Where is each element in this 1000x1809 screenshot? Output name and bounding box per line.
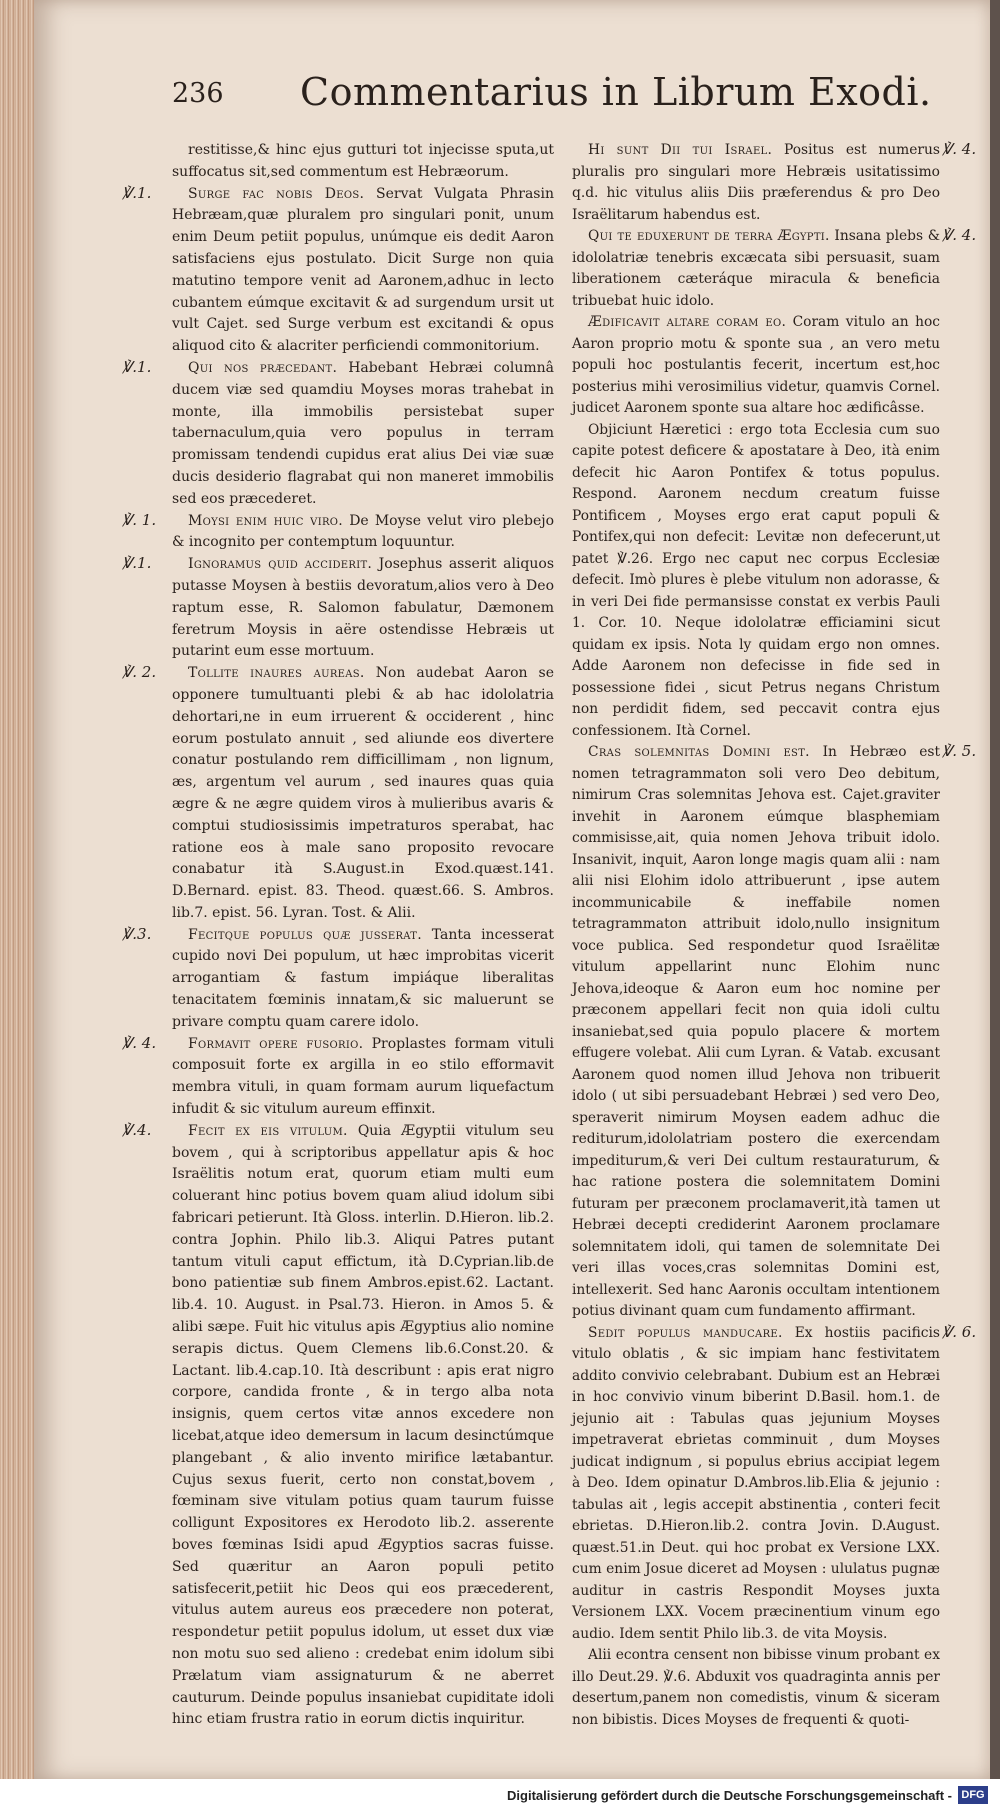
paragraph-text: De Moyse velut viro plebejo & incognito per contemptum loquuntur.: [172, 512, 554, 551]
lemma-heading: Qui te eduxerunt de terra Ægypti.: [588, 228, 830, 244]
verse-marker: ℣. 4.: [122, 1034, 157, 1052]
paragraph-text: Coram vitulo an hoc Aaron proprio motu & sponte sua , an vero metu populi hoc postulantis fecerit, incertum est,hoc posterius mihi verosimilius videtur, quamvis Cornel. judicet Aaronem sponte sua altare hoc ædificâsse.: [572, 314, 940, 416]
book-edge: [0, 0, 34, 1809]
paragraph-body: [572, 1645, 940, 1731]
lemma-heading: Fecitque populus quæ jusserat.: [188, 926, 422, 943]
paragraph: [572, 140, 940, 226]
paragraph-body: [172, 663, 554, 925]
verse-marker: ℣. 5.: [942, 742, 977, 760]
verse-marker: ℣. 6.: [942, 1323, 977, 1341]
paragraph-body: [172, 358, 554, 511]
paragraph-body: [572, 140, 940, 226]
verse-marker: ℣.1.: [122, 184, 152, 202]
paragraph-text: Alii econtra censent non bibisse vinum probant ex illo Deut.29. ℣.6. Abduxit vos quadraginta annis per desertum,panem non comedistis, vinum & siceram non bibistis. Dices Moyses de frequenti & quoti-: [572, 1647, 940, 1728]
paragraph-body: [172, 925, 554, 1034]
paragraph-text: Quia Ægyptii vitulum seu bovem , qui à scriptoribus appellatur apis & hoc Israëlitis notum erat, quorum etiam multi eum coluerant hinc potius bovem quam aliud idolum sibi fabricari petierunt. Ità Gloss. interlin. D.Hieron. lib.2. contra Jophin. Philo lib.3. Aliqui Patres putant tantum vituli caput effictum, ità D.Cyprian.lib.de bono patientiæ sub finem Ambros.epist.62. Lactant. lib.4. 10. August. in Psal.73. Hieron. in Amos 5. & alibi sæpe. Fuit hic vitulus apis Ægyptius alio nomine serapis dictus. Quem Clemens lib.6.Const.20. & Lactant. lib.4.cap.10. Ità describunt : apis erat nigro corpore, candida fronte , & in tergo alba nota insignis, quem certos vitæ annos excedere non licebat,atque ideo demersum in lacum desinctúmque plangebant , & alio invento mirifice lætabantur. Cujus sexus fuerit, certo non constat,bovem , fœminam sive vitulam potius quam taurum fuisse colligunt Expositores ex Herodoto lib.2. asserente boves fœminas Isidi apud Ægyptios sacras fuisse. Sed quæritur an Aaron populi petito satisfecerit,petiit hic Deos qui eos præcederent, vitulus autem aureus eos præcedere non poterat, respondetur petiit populus idolum, ut esset dux viæ non motu suo sed alieno : credebat enim idolum sibi Prælatum viam assignaturum & ne aberret cauturum. Deinde populus insaniebat cupiditate idoli hinc etiam frustra ratio in eorum dictis inquiritur.: [172, 1122, 555, 1728]
running-head: Commentarius in Librum Exodi.: [300, 70, 932, 114]
lemma-heading: Ædificavit altare coram eo.: [588, 314, 787, 330]
digitization-credit: Digitalisierung gefördert durch die Deutsche Forschungsgemeinschaft -: [507, 1788, 952, 1803]
paragraph-body: [172, 140, 554, 184]
verse-marker: ℣.1.: [122, 554, 152, 572]
verse-marker: ℣. 4.: [942, 140, 977, 158]
paragraph: [172, 358, 554, 511]
paragraph-text: restitisse,& hinc ejus gutturi tot injecisse sputa,ut suffocatus sit,sed commentum est Hebræorum.: [172, 142, 554, 180]
paragraph-text: Ex hostiis pacificis vitulo oblatis , & sic impiam hanc festivitatem addito convivio celebrabant. Dubium est an Hebræi in hoc convivio vinum biberint D.Basil. hom.1. de jejunio ait : Tabulas quas jejunium Moyses impetraverat ebrietas comminuit , dum Moyses judicat indignum , si populus ebrius accipiat legem à Deo. Idem opinatur D.Ambros.lib.Elia & jejunio : tabulas ait , legis accepit abstinentia , conteri fecit ebrietas. D.Hieron.lib.2. contra Jovin. D.August. quæst.51.in Deut. qui hoc probat ex Versione LXX. cum enim Josue diceret ad Moysen : ululatus pugnæ auditur in castris Respondit Moyses juxta Versionem LXX. Vocem præcinentium vinum ego audio. Idem sentit Philo lib.3. de vita Moysis.: [572, 1324, 941, 1642]
paragraph-text: Servat Vulgata Phrasin Hebræam,quæ pluralem pro singulari ponit, unum enim Deum petiit populus, unúmque eis dedit Aaron satisfaciens ejus postulato. Dicit Surge non quia matutino tempore venit ad Aaronem,adhuc in lecto cubantem eúmque excitavit & ad surgendum ursit ut vult Cajet. sed Surge verbum est excitandi & opus aliquod cito & alacriter perficiendi commonitorium.: [172, 185, 554, 355]
paragraph: [172, 554, 554, 663]
lemma-heading: Moysi enim huic viro.: [188, 512, 344, 529]
paragraph: [572, 1323, 940, 1646]
lemma-heading: Sedit populus manducare.: [588, 1324, 783, 1341]
lemma-heading: Formavit opere fusorio.: [188, 1035, 364, 1052]
paragraph-body: [172, 184, 554, 358]
lemma-heading: Surge fac nobis Deos.: [188, 185, 365, 202]
paragraph-text: Josephus asserit aliquos putasse Moysen à bestiis devoratum,alios vero à Deo raptum esse, R. Salomon fabulatur, Dæmonem feretrum Moysis in aëre ostendisse Hebræis ut putarint eum esse mortuum.: [172, 556, 555, 660]
paragraph: [172, 925, 554, 1034]
paragraph-body: [172, 511, 554, 555]
paragraph: [572, 742, 940, 1323]
paragraph-text: Tanta incesserat cupido novi Dei populum, ut hæc improbitas vicerit arrogantiam & fastum impiáque liberalitas tenacitatem fœminis innatam,& sic maluerunt se privare comptu quam carere idolo.: [172, 926, 555, 1030]
verse-marker: ℣.4.: [122, 1121, 152, 1139]
dfg-logo: DFG: [958, 1786, 988, 1804]
lemma-heading: Cras solemnitas Domini est.: [588, 744, 810, 760]
page-number: 236: [172, 78, 224, 109]
footer-bar: [0, 1779, 1000, 1809]
verse-marker: ℣.1.: [122, 358, 152, 376]
paragraph-body: [172, 1034, 554, 1121]
lemma-heading: Tollite inaures aureas.: [188, 665, 365, 682]
paragraph-body: [572, 742, 940, 1323]
paragraph: [172, 1034, 554, 1121]
paragraph-body: [172, 554, 554, 663]
lemma-heading: Fecit ex eis vitulum.: [188, 1122, 348, 1139]
paragraph: [172, 663, 554, 925]
paragraph: [572, 312, 940, 420]
paragraph: [172, 1121, 554, 1731]
paragraph-text: Non audebat Aaron se opponere tumultuanti plebi & ab hac idololatria dehortari,ne in eum irruerent & occiderent , hinc eorum postulato annuit , sed aliunde eos divertere conatur postulando rem difficillimam , non lignum, æs, argentum vel aurum , sed inaures quas quia ægre & ne ægre quidem viros à mulieribus avaris & comptui studiosissimis impetraturos sperabat, hac ratione eos à male sano proposito revocare conabatur ità S.August.in Exod.quæst.141. D.Bernard. epist. 83. Theod. quæst.66. S. Ambros. lib.7. epist. 56. Lyran. Tost. & Alii.: [172, 665, 554, 921]
scan-border: [990, 0, 1000, 1809]
paragraph: [572, 420, 940, 743]
paragraph-body: [572, 226, 940, 312]
paragraph-text: Insana plebs & idololatriæ tenebris excæcata sibi persuasit, suam liberationem cæteráque miracula & beneficia tribuebat huic idolo.: [572, 228, 940, 309]
paragraph: [172, 511, 554, 555]
lemma-heading: Qui nos præcedant.: [188, 359, 338, 376]
paragraph: [172, 184, 554, 358]
paragraph-text: Positus est numerus pluralis pro singulari more Hebræis usitatissimo q.d. hic vitulus aliis Diis præferendus & pro Deo Israëlitarum habendus est.: [572, 142, 940, 223]
paragraph-body: [172, 1121, 554, 1731]
paragraph: [572, 1645, 940, 1731]
lemma-heading: Hi sunt Dii tui Israel.: [588, 142, 773, 158]
paragraph-text: Objiciunt Hæretici : ergo tota Ecclesia cum suo capite potest deficere & apostatare à Deo, ità enim defecit hic Aaron Pontifex & totus populus. Respond. Aaronem necdum creatum fuisse Pontificem , Moyses ergo erat caput populi & Pontifex,qui non defecit: Levitæ non defecerunt,ut patet ℣.26. Ergo nec caput nec corpus Ecclesiæ defecit. Imò plures è plebe vitulum non adorasse, & in veri Dei fide permansisse constat ex verbis Pauli 1. Cor. 10. Neque idololatræ efficiamini sicut quidam ex ipsis. Nota ly quidam ergo non omnes. Adde Aaronem non defecisse in fide sed in possessione fidei , sicut Petrus negans Christum non perdidit fidem, sed peccavit contra ejus confessionem. Ità Cornel.: [572, 421, 940, 739]
paragraph: [172, 140, 554, 184]
paragraph-body: [572, 312, 940, 420]
verse-marker: ℣. 4.: [942, 226, 977, 244]
paragraph-text: Habebant Hebræi columnâ ducem viæ sed quamdiu Moyses moras trahebat in monte, illa immobilis persistebat super tabernaculum,quia vero populus in terram promissam tendendi cupidus erat alius Dei viæ suæ ducis desiderio flagrabat qui non maneret immobilis sed eos præcederet.: [172, 359, 554, 507]
right-column: [572, 140, 940, 1731]
paragraph-body: [572, 420, 940, 743]
verse-marker: ℣. 2.: [122, 663, 157, 681]
left-column: [172, 140, 554, 1731]
paragraph: [572, 226, 940, 312]
paragraph-text: In Hebræo est nomen tetragrammaton soli vero Deo debitum, nimirum Cras solemnitas Jehova est. Cajet.graviter invehit in Aaronem eúmque blasphemiam commisisse,ait, quia nomen Jehova tribuit idolo. Insanivit, inquit, Aaron longe magis quam alii : nam alii nisi Elohim idolo attribuerunt , ipse autem incommunicabile & ineffabile nomen tetragrammaton attribuit idolo,nullo insignitum voce publica. Sed respondetur quod Israëlitæ vitulum appellarint nunc Elohim nunc Jehova,ideoque & Aaron eum hoc nomine per præconem appellari fecit non quia idoli cultu insaniebat,sed quia populo placere & mortem effugere volebat. Alii cum Lyran. & Vatab. excusant Aaronem quod nomen illud Jehova non tribuerit idolo ( ut sibi persuadebant Hebræi ) sed vero Deo, speraverit nimirum Moysen eadem adhuc die rediturum,idololatriam postero die exercendam impediturum,& veri Dei cultum restauraturum, & hac ratione postera die solemnitatem Domini futuram per præconem proclamaverit,ità tamen ut Hebræi decepti crediderint Aaronem proclamare solemnitatem idoli, qui tamen de solemnitate Dei veri illas voces,cras solemnitas Domini est, intellexerit. Sed hanc Aaronis occultam intentionem potius divinant quam cum fundamento affirmant.: [572, 744, 941, 1319]
verse-marker: ℣.3.: [122, 925, 152, 943]
paragraph-text: Proplastes formam vituli composuit forte ex argilla in eo stilo efformavit membra vituli, in quam formam aurum liquefactum infudit & sic vitulum aureum effinxit.: [172, 1035, 554, 1118]
verse-marker: ℣. 1.: [122, 511, 157, 529]
paragraph-body: [572, 1323, 940, 1646]
lemma-heading: Ignoramus quid acciderit.: [188, 556, 373, 573]
